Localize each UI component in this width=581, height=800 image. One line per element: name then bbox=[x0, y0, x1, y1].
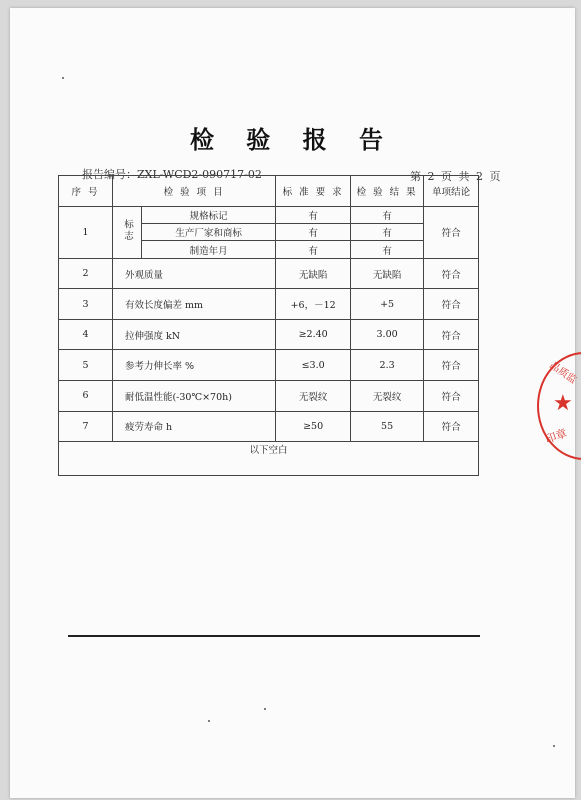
row-conclusion: 符合 bbox=[424, 289, 479, 320]
row-conclusion: 符合 bbox=[424, 319, 479, 350]
header-result: 检 验 结 果 bbox=[350, 176, 423, 207]
row-result: 2.3 bbox=[350, 350, 423, 381]
paper-speck bbox=[208, 720, 210, 722]
row-requirement: +6，－12 bbox=[276, 289, 351, 320]
row-requirement: ≥50 bbox=[276, 411, 351, 442]
blank-note: 以下空白 bbox=[59, 442, 479, 476]
row-result: +5 bbox=[350, 289, 423, 320]
inspection-table bbox=[58, 175, 479, 476]
paper-speck bbox=[553, 745, 555, 747]
row-no: 7 bbox=[59, 411, 113, 442]
row-requirement: ≥2.40 bbox=[276, 319, 351, 350]
table-row bbox=[59, 258, 479, 289]
sub-result: 有 bbox=[350, 223, 423, 240]
row-conclusion: 符合 bbox=[424, 350, 479, 381]
table-row bbox=[59, 411, 479, 442]
row-item: 有效长度偏差 mm bbox=[112, 289, 275, 320]
row-item: 拉伸强度 kN bbox=[112, 319, 275, 350]
marking-group-label: 标志 bbox=[112, 206, 141, 258]
sub-item: 规格标记 bbox=[141, 206, 275, 223]
footer-rule bbox=[68, 635, 480, 637]
sub-requirement: 有 bbox=[276, 223, 351, 240]
row-item: 外观质量 bbox=[112, 258, 275, 289]
row-result: 无缺陷 bbox=[350, 258, 423, 289]
row-result: 无裂纹 bbox=[350, 381, 423, 412]
sub-result: 有 bbox=[350, 206, 423, 223]
row-no: 2 bbox=[59, 258, 113, 289]
row-conclusion: 符合 bbox=[424, 411, 479, 442]
header-item: 检 验 项 目 bbox=[112, 176, 275, 207]
row-result: 3.00 bbox=[350, 319, 423, 350]
row-item: 疲劳寿命 h bbox=[112, 411, 275, 442]
row-requirement: 无裂纹 bbox=[276, 381, 351, 412]
seal-text-top: 品质监 bbox=[547, 360, 579, 387]
row-conclusion: 符合 bbox=[424, 206, 479, 258]
row-requirement: ≤3.0 bbox=[276, 350, 351, 381]
blank-row bbox=[59, 442, 479, 476]
table-row bbox=[59, 319, 479, 350]
row-item: 耐低温性能(-30℃×70h) bbox=[112, 381, 275, 412]
sub-requirement: 有 bbox=[276, 241, 351, 258]
page-indicator: 第 2 页 共 2 页 bbox=[410, 170, 501, 183]
sub-result: 有 bbox=[350, 241, 423, 258]
report-number: 报告编号：ZXL-WCD2-090717-02 bbox=[82, 168, 262, 181]
header-requirement: 标 准 要 求 bbox=[276, 176, 351, 207]
row-no: 3 bbox=[59, 289, 113, 320]
sub-item: 生产厂家和商标 bbox=[141, 223, 275, 240]
seal-star-icon: ★ bbox=[553, 391, 573, 416]
row-requirement: 无缺陷 bbox=[276, 258, 351, 289]
sub-item: 制造年月 bbox=[141, 241, 275, 258]
row-result: 55 bbox=[350, 411, 423, 442]
row-conclusion: 符合 bbox=[424, 258, 479, 289]
table-header-row bbox=[59, 176, 479, 207]
row-no: 1 bbox=[59, 206, 113, 258]
report-title: 检 验 报 告 bbox=[189, 125, 396, 154]
paper-speck bbox=[264, 708, 266, 710]
table-row bbox=[59, 289, 479, 320]
row-item: 参考力伸长率 % bbox=[112, 350, 275, 381]
paper-speck bbox=[62, 77, 64, 79]
table-row bbox=[59, 350, 479, 381]
row-no: 6 bbox=[59, 381, 113, 412]
header-no: 序 号 bbox=[59, 176, 113, 207]
table-row bbox=[59, 206, 479, 223]
seal-text-bottom: 印章 bbox=[543, 426, 569, 447]
row-conclusion: 符合 bbox=[424, 381, 479, 412]
header-conclusion: 单项结论 bbox=[424, 176, 479, 207]
row-no: 4 bbox=[59, 319, 113, 350]
sub-requirement: 有 bbox=[276, 206, 351, 223]
row-no: 5 bbox=[59, 350, 113, 381]
table-row bbox=[59, 381, 479, 412]
